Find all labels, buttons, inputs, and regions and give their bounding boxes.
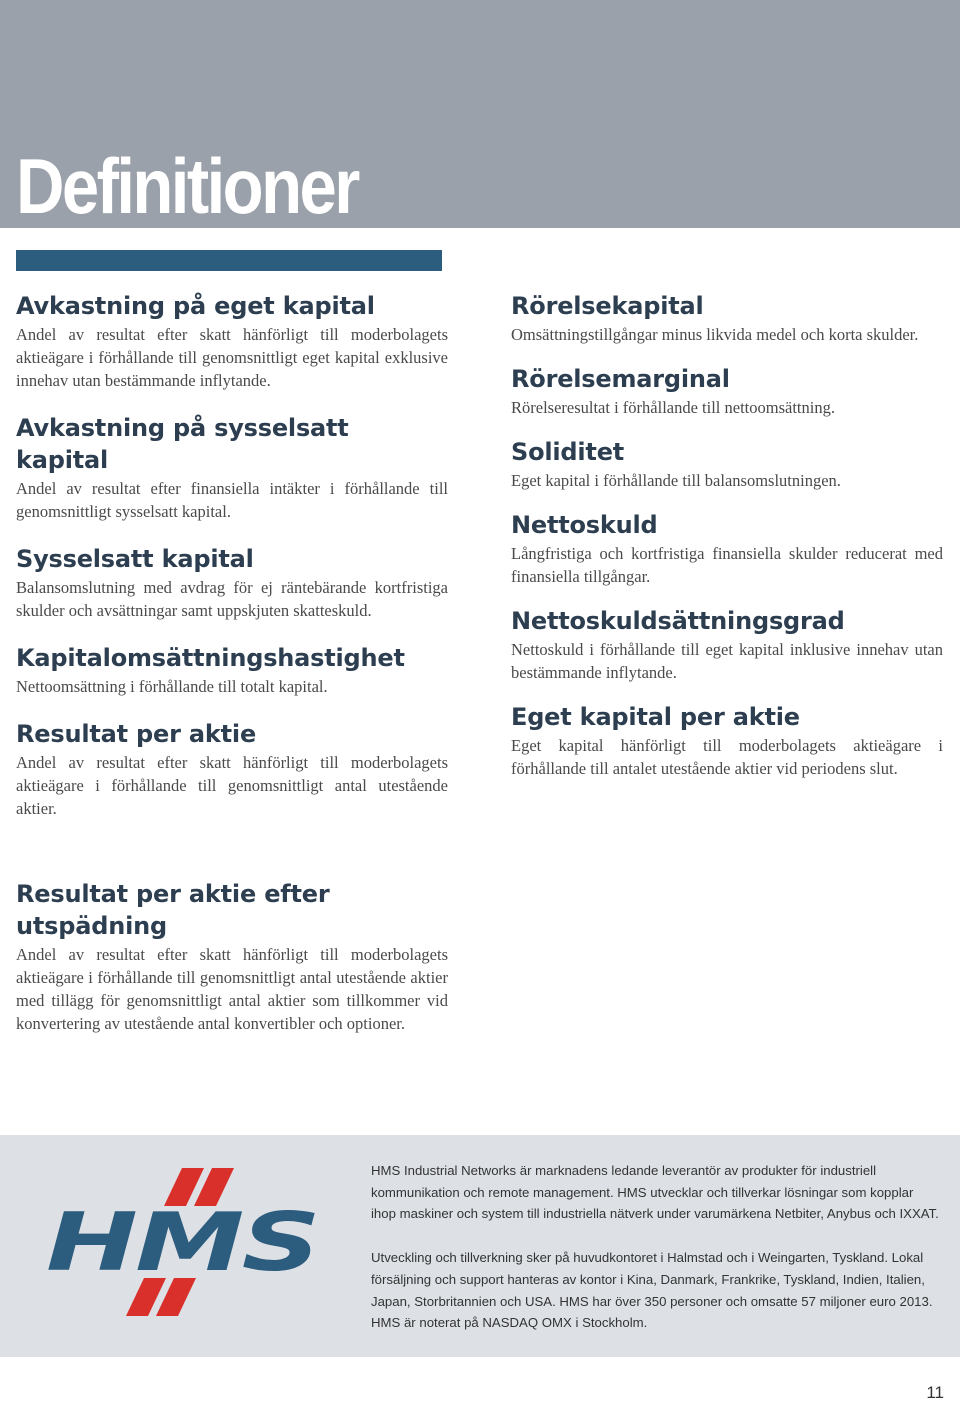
page-number: 11 [926,1383,944,1402]
definition-resultat-per-aktie [16,718,448,820]
left-column [16,290,448,840]
definition-term: Avkastning på eget kapital [16,292,375,320]
definition-term: Resultat per aktie efter utspädning [16,880,330,940]
company-description-paragraph: HMS Industrial Networks är marknadens ledande leverantör av produkter för industriell kommunikation och remote management. HMS utvecklar och tillverkar lösningar som kopplar ihop maskiner och system till industriella nätverk under varumärkena Netbiter, Anybus och IXXAT. [371,1163,939,1222]
definition-text: Omsättningstillgångar minus likvida medel och korta skulder. [511,325,919,344]
definition-term: Soliditet [511,438,625,466]
definition-nettoskuld [511,509,943,588]
definition-term: Nettoskuldsättningsgrad [511,607,845,635]
definition-nettoskuldsattningsgrad [511,605,943,684]
definition-term: Rörelsekapital [511,292,704,320]
page-title: Definitioner [16,142,358,230]
hms-logo-icon [40,1160,330,1330]
definition-text: Eget kapital i förhållande till balansomslutningen. [511,471,841,490]
definition-term: Avkastning på sysselsatt kapital [16,414,349,474]
definition-rorelsekapital [511,290,943,346]
definition-text: Långfristiga och kortfristiga finansiella skulder reducerat med finansiella tillgångar. [511,544,943,586]
definition-term: Sysselsatt kapital [16,545,254,573]
definition-text: Balansomslutning med avdrag för ej räntebärande kortfristiga skulder och avsättningar samt uppskjuten skatteskuld. [16,578,448,620]
definition-text: Nettoskuld i förhållande till eget kapital inklusive innehav utan bestämmande inflytande. [511,640,943,682]
definition-text: Eget kapital hänförligt till moderbolagets aktieägare i förhållande till antalet utestående aktier vid periodens slut. [511,736,943,778]
definition-term: Nettoskuld [511,511,658,539]
definition-term: Resultat per aktie [16,720,257,748]
definition-text: Andel av resultat efter skatt hänförligt till moderbolagets aktieägare i förhållande till genomsnittligt eget kapital exklusive innehav utan bestämmande inflytande. [16,325,448,390]
definition-text: Rörelseresultat i förhållande till nettoomsättning. [511,398,835,417]
definition-term: Rörelsemarginal [511,365,730,393]
accent-bar [16,250,442,271]
definition-text: Nettoomsättning i förhållande till totalt kapital. [16,677,328,696]
definition-text: Andel av resultat efter finansiella intäkter i förhållande till genomsnittligt sysselsatt kapital. [16,479,448,521]
definition-avkastning-sysselsatt-kapital [16,412,448,523]
logo-wordmark: HMS [46,1196,318,1289]
definition-text: Andel av resultat efter skatt hänförligt till moderbolagets aktieägare i förhållande till genomsnittligt antal utestående aktier. [16,753,448,818]
definition-term: Eget kapital per aktie [511,703,800,731]
definition-rorelsemarginal [511,363,943,419]
definition-eget-kapital-per-aktie [511,701,943,780]
definition-avkastning-eget-kapital [16,290,448,392]
definition-kapitalomsattningshastighet [16,642,448,698]
definition-resultat-per-aktie-efter-utspadning [16,878,448,1035]
company-description-paragraph: Utveckling och tillverkning sker på huvudkontoret i Halmstad och i Weingarten, Tyskland. Lokal försäljning och support hanteras av kontor i Kina, Danmark, Frankrike, Tyskland, Indien, Italien, Japan, Storbritannien och USA. HMS har över 350 personer och omsatte 57 miljoner euro 2013. HMS är noterat på NASDAQ OMX i Stockholm. [371,1250,933,1331]
definition-sysselsatt-kapital [16,543,448,622]
definition-text: Andel av resultat efter skatt hänförligt till moderbolagets aktieägare i förhållande till genomsnittligt antal utestående aktier med tillägg för genomsnittligt antal aktier som tillkommer vid konvertering av utestående antal konvertibler och optioner. [16,945,448,1033]
company-description [371,1160,941,1334]
right-column [511,290,943,797]
definition-term: Kapitalomsättningshastighet [16,644,405,672]
definition-soliditet [511,436,943,492]
